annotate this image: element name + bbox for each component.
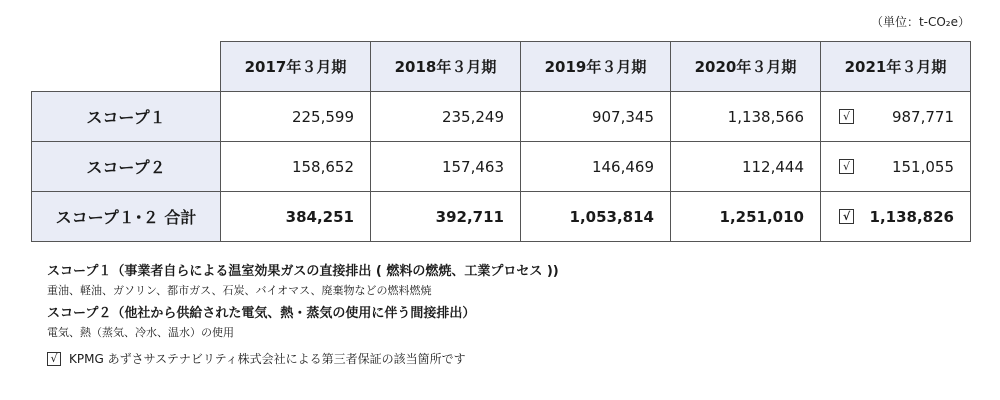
assurance-legend bbox=[47, 350, 947, 367]
header-2018: 2018年３月期 bbox=[371, 42, 521, 92]
scope2-note-title: スコープ２（他社から供給された電気、熱・蒸気の使用に伴う間接排出） bbox=[47, 306, 476, 321]
value-scope1-2021: 987,771 bbox=[891, 107, 954, 126]
cell-scope1-2019: 907,345 bbox=[521, 92, 671, 142]
check-mark-icon: √ bbox=[839, 159, 854, 174]
row-label-total: スコープ１･２ 合計 bbox=[32, 192, 221, 242]
value-total-2021: 1,138,826 bbox=[869, 207, 954, 226]
cell-scope2-2018: 157,463 bbox=[371, 142, 521, 192]
cell-total-2021 bbox=[821, 192, 971, 242]
header-corner bbox=[32, 42, 221, 92]
emissions-table bbox=[31, 41, 971, 242]
header-2019: 2019年３月期 bbox=[521, 42, 671, 92]
table-row-scope1 bbox=[32, 92, 971, 142]
cell-scope2-2021 bbox=[821, 142, 971, 192]
check-mark-icon: √ bbox=[839, 209, 854, 224]
cell-total-2018: 392,711 bbox=[371, 192, 521, 242]
cell-scope1-2020: 1,138,566 bbox=[671, 92, 821, 142]
header-2020: 2020年３月期 bbox=[671, 42, 821, 92]
table-row-total bbox=[32, 192, 971, 242]
cell-scope2-2017: 158,652 bbox=[221, 142, 371, 192]
cell-total-2020: 1,251,010 bbox=[671, 192, 821, 242]
header-row bbox=[32, 42, 971, 92]
assurance-legend-text: KPMG あずさサステナビリティ株式会社による第三者保証の該当箇所です bbox=[69, 352, 466, 366]
cell-scope1-2017: 225,599 bbox=[221, 92, 371, 142]
cell-total-2019: 1,053,814 bbox=[521, 192, 671, 242]
cell-scope2-2020: 112,444 bbox=[671, 142, 821, 192]
scope1-note-title: スコープ１（事業者自らによる温室効果ガスの直接排出 ( 燃料の燃焼、工業プロセス )) bbox=[47, 264, 559, 279]
row-label-scope1: スコープ１ bbox=[32, 92, 221, 142]
check-mark-icon: √ bbox=[839, 109, 854, 124]
row-label-scope2: スコープ２ bbox=[32, 142, 221, 192]
check-mark-icon: √ bbox=[47, 352, 61, 366]
cell-total-2017: 384,251 bbox=[221, 192, 371, 242]
scope1-note-body: 重油、軽油、ガソリン、都市ガス、石炭、バイオマス、廃棄物などの燃料燃焼 bbox=[47, 284, 432, 297]
scope2-note-body: 電気、熱（蒸気、冷水、温水）の使用 bbox=[47, 326, 234, 339]
header-2017: 2017年３月期 bbox=[221, 42, 371, 92]
cell-scope1-2021 bbox=[821, 92, 971, 142]
value-scope2-2021: 151,055 bbox=[891, 157, 954, 176]
unit-label: （単位：t-CO₂e） bbox=[870, 15, 970, 29]
notes-section bbox=[47, 262, 947, 367]
cell-scope2-2019: 146,469 bbox=[521, 142, 671, 192]
header-2021: 2021年３月期 bbox=[821, 42, 971, 92]
cell-scope1-2018: 235,249 bbox=[371, 92, 521, 142]
table-row-scope2 bbox=[32, 142, 971, 192]
